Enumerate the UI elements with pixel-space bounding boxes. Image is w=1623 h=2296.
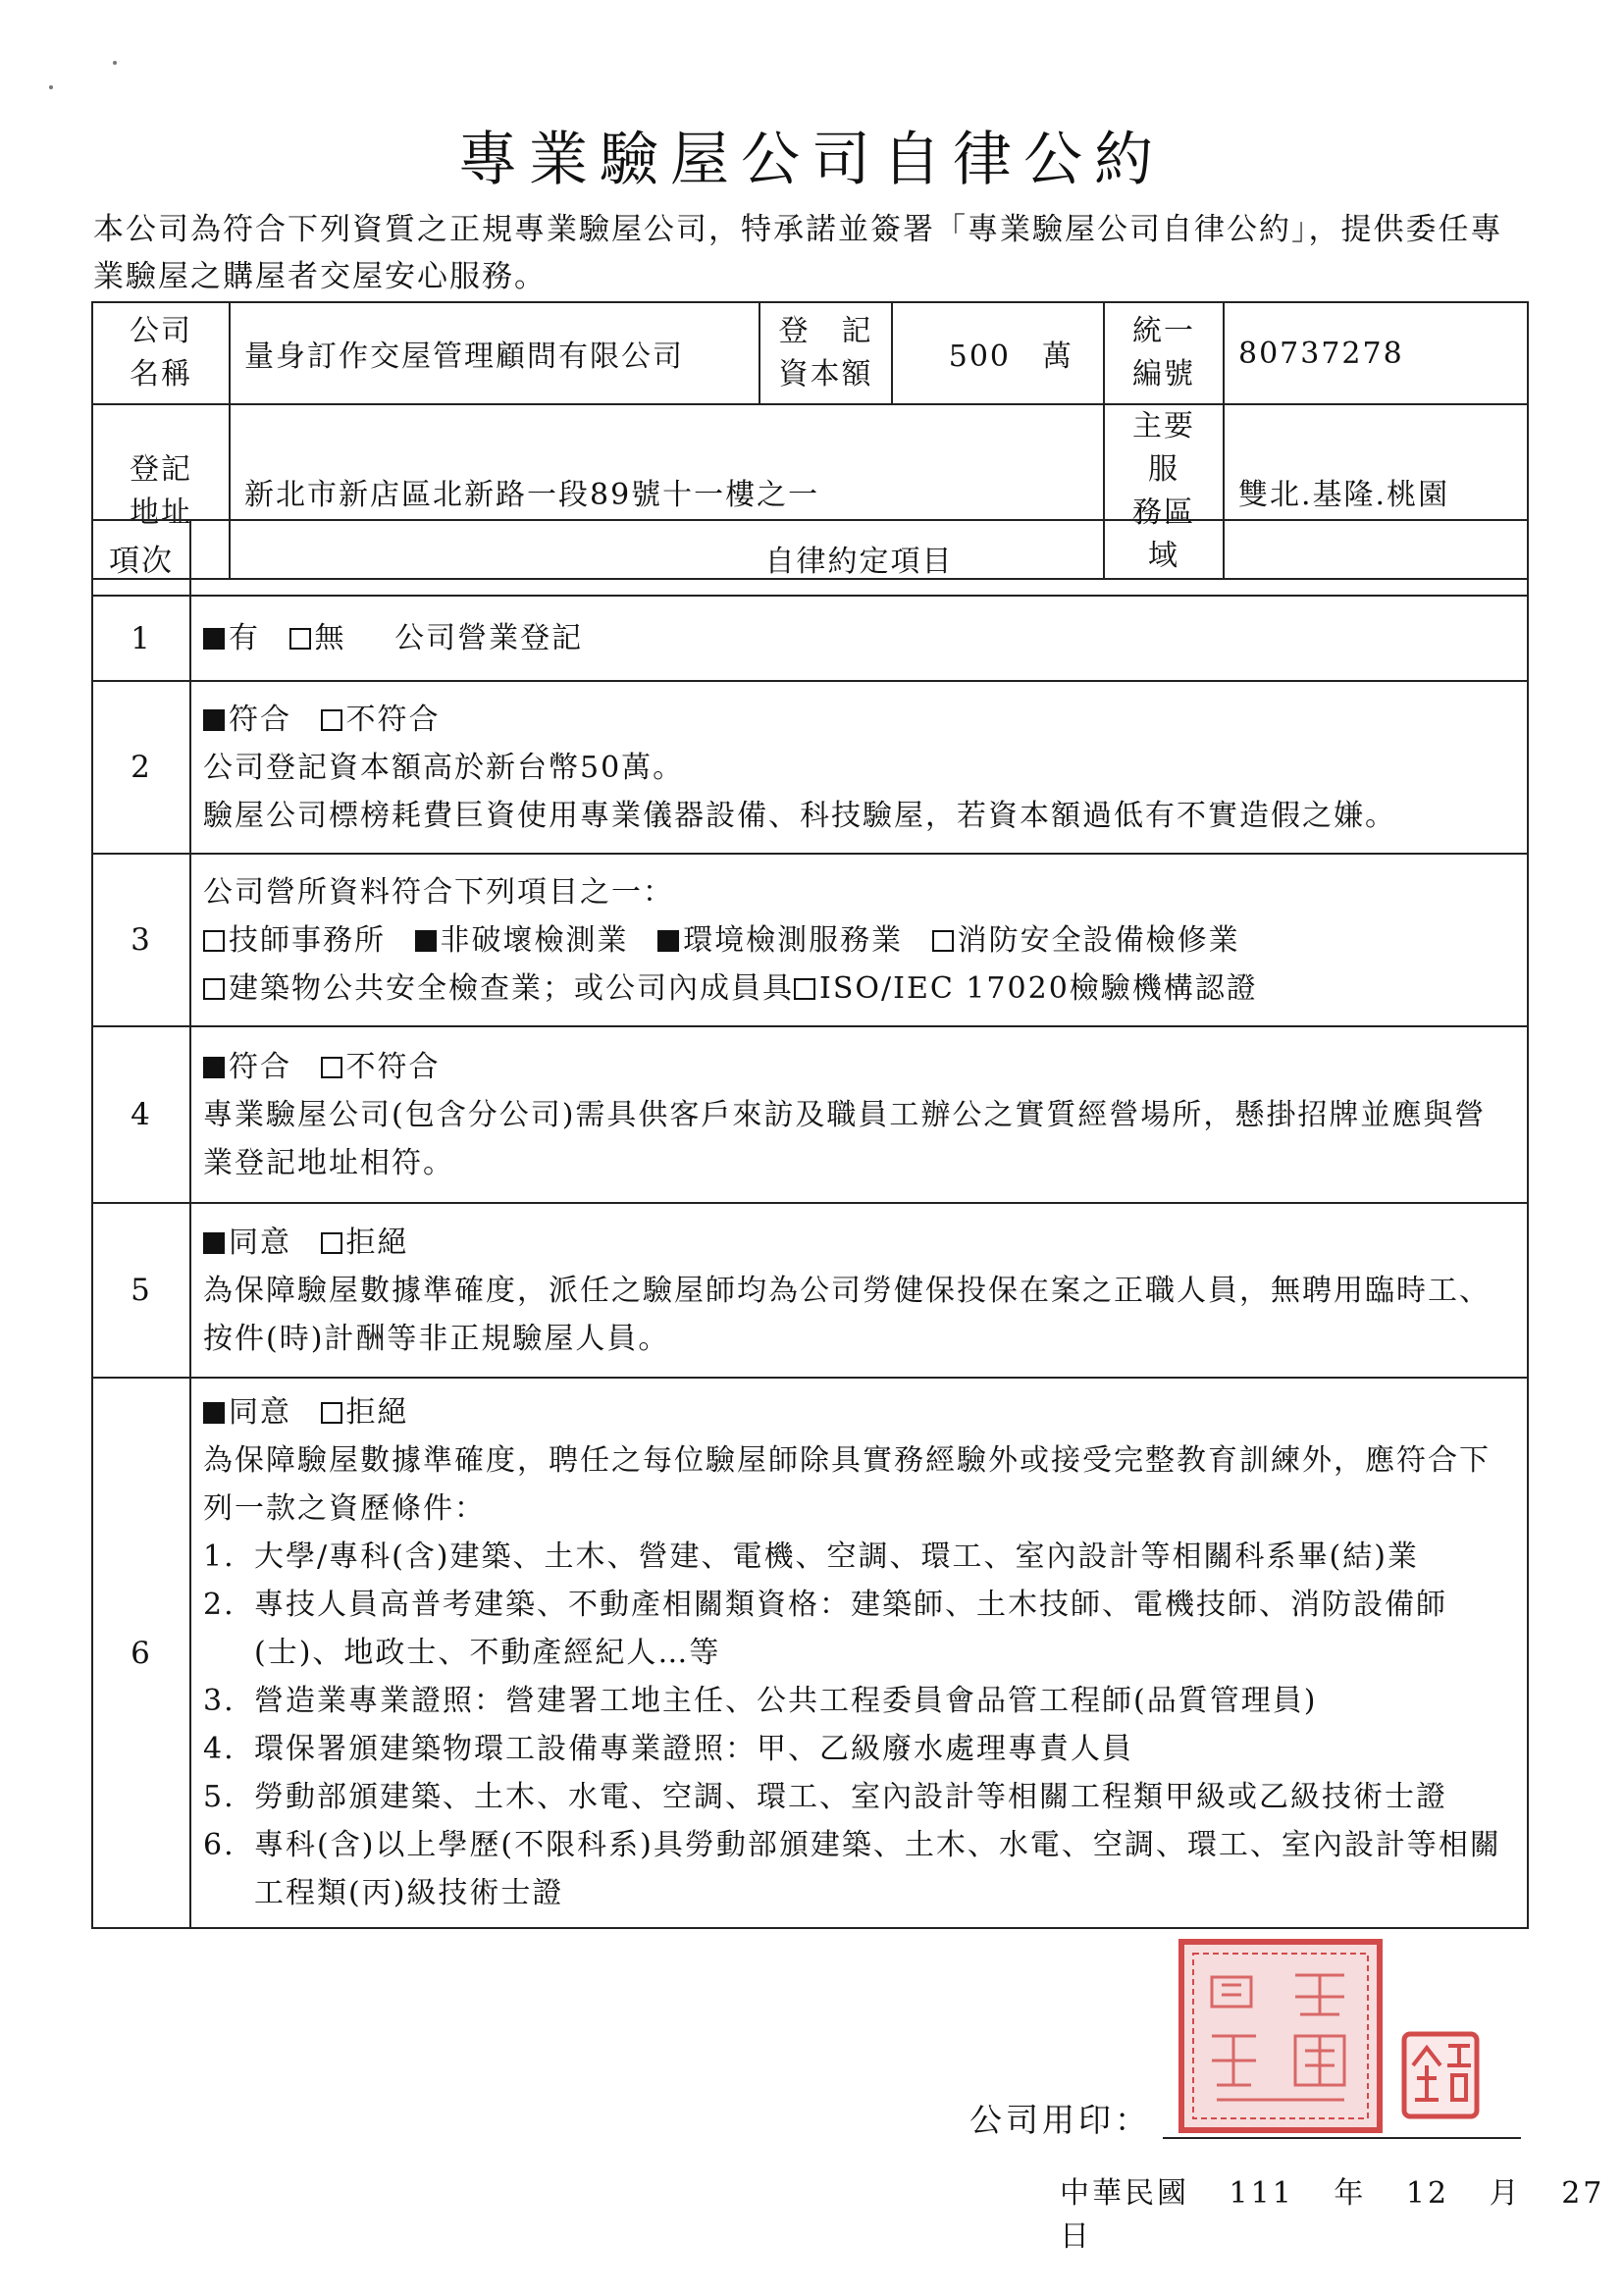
qualification-item: 1. 大學/專科(含)建築、土木、營建、電機、空調、環工、室內設計等相關科系畢(結)業	[203, 1539, 1419, 1574]
service-area-label: 主要服 務區域	[1104, 404, 1224, 579]
checkbox-checked[interactable]	[657, 930, 679, 952]
item-text-line: 公司營所資料符合下列項目之一：	[203, 874, 674, 910]
option-label: 技師事務所	[229, 922, 386, 958]
item-index: 5	[92, 1203, 190, 1378]
date-year-unit: 年	[1334, 2176, 1367, 2211]
qualification-item: 5. 勞動部頒建築、土木、水電、空調、環工、室內設計等相關工程類甲級或乙級技術士證	[203, 1780, 1447, 1814]
option-agree: 同意	[229, 1225, 291, 1260]
qualification-item: 4. 環保署頒建築物環工設備專業證照：甲、乙級廢水處理專責人員	[203, 1732, 1133, 1766]
option-label: 消防安全設備檢修業	[957, 922, 1240, 958]
item-content	[190, 854, 1528, 1026]
date-era: 中華民國	[1060, 2176, 1189, 2211]
checkbox-checked[interactable]	[415, 930, 437, 952]
option-disagree: 不符合	[345, 1049, 441, 1084]
capital-value: 500 萬	[892, 302, 1104, 404]
option-disagree: 拒絕	[345, 1225, 409, 1260]
page-title: 專業驗屋公司自律公約	[458, 126, 1165, 194]
date-day: 27	[1561, 2176, 1605, 2211]
option-agree: 符合	[229, 1049, 291, 1084]
checkbox-unchecked[interactable]	[321, 1232, 342, 1254]
item-index: 2	[92, 681, 190, 854]
option-disagree: 不符合	[345, 702, 441, 737]
item-row-4	[92, 1026, 1528, 1203]
checkbox-unchecked[interactable]	[203, 930, 225, 952]
item-text: 專業驗屋公司(包含分公司)需具供客戶來訪及職員工辦公之實質經營場所，懸掛招牌並應與營業登記地址相符。	[203, 1097, 1487, 1180]
item-text-line: 公司登記資本額高於新台幣50萬。	[203, 750, 685, 785]
company-stamp-label: 公司用印：	[969, 2101, 1151, 2139]
personal-seal	[1401, 2031, 1480, 2119]
item-text-line: 驗屋公司標榜耗費巨資使用專業儀器設備、科技驗屋，若資本額過低有不實造假之嫌。	[203, 798, 1396, 833]
company-name-value: 量身訂作交屋管理顧問有限公司	[230, 302, 759, 404]
checkbox-checked[interactable]	[203, 628, 225, 650]
checkbox-checked[interactable]	[203, 1402, 225, 1424]
item-content	[190, 1378, 1528, 1928]
item-content	[190, 1203, 1528, 1378]
service-area-value: 雙北.基隆.桃園	[1224, 404, 1528, 579]
company-seal	[1178, 1938, 1384, 2134]
item-row-2	[92, 681, 1528, 854]
checkbox-checked[interactable]	[203, 1232, 225, 1254]
option-label: ISO/IEC 17020檢驗機構認證	[819, 970, 1258, 1006]
item-row-1	[92, 596, 1528, 681]
checkbox-unchecked[interactable]	[289, 628, 311, 650]
qualification-item: 3. 營造業專業證照：營建署工地主任、公共工程委員會品管工程師(品質管理員)	[203, 1684, 1318, 1718]
address-value: 新北市新店區北新路一段89號十一樓之一	[230, 404, 1104, 579]
checkbox-unchecked[interactable]	[203, 978, 225, 1000]
company-name-label: 公司 名稱	[92, 302, 230, 404]
checkbox-unchecked[interactable]	[321, 709, 342, 731]
capital-label: 登 記 資本額	[759, 302, 892, 404]
unified-number-value: 80737278	[1224, 302, 1528, 404]
item-row-3	[92, 854, 1528, 1026]
items-table	[91, 519, 1529, 1929]
item-row-5	[92, 1203, 1528, 1378]
qualification-item: 6. 專科(含)以上學歷(不限科系)具勞動部頒建築、土木、水電、空調、環工、室內設計等相關工程類(丙)級技術士證	[203, 1828, 1501, 1910]
checkbox-unchecked[interactable]	[794, 978, 815, 1000]
checkbox-unchecked[interactable]	[321, 1402, 342, 1424]
scan-speck	[113, 61, 117, 65]
content-header: 自律約定項目	[190, 520, 1528, 596]
option-label: 建築物公共安全檢查業；或公司內成員具	[229, 970, 794, 1006]
scan-speck	[49, 85, 53, 89]
option-label: 非破壞檢測業	[440, 922, 629, 958]
item-index: 1	[92, 596, 190, 681]
option-agree: 符合	[229, 702, 291, 737]
option-yes: 有	[229, 621, 260, 655]
item-content	[190, 1026, 1528, 1203]
item-text: 公司營業登記	[394, 621, 584, 655]
stamp-signature-line	[1163, 2137, 1521, 2139]
checkbox-unchecked[interactable]	[321, 1057, 342, 1078]
date-day-unit: 日	[1060, 2219, 1092, 2254]
qualification-item: 2. 專技人員高普考建築、不動產相關類資格：建築師、土木技師、電機技師、消防設備師(士)、地政士、不動產經紀人…等	[203, 1588, 1447, 1670]
item-index: 4	[92, 1026, 190, 1203]
signing-date	[1060, 2168, 1623, 2255]
item-index: 6	[92, 1378, 190, 1928]
unified-number-label: 統一 編號	[1104, 302, 1224, 404]
option-no: 無	[314, 621, 346, 655]
date-month: 12	[1405, 2176, 1450, 2211]
item-index: 3	[92, 854, 190, 1026]
option-agree: 同意	[229, 1395, 291, 1430]
address-label: 登記 地址	[92, 404, 230, 579]
item-text: 為保障驗屋數據準確度，派任之驗屋師均為公司勞健保投保在案之正職人員，無聘用臨時工、按件(時)計酬等非正規驗屋人員。	[203, 1273, 1491, 1356]
item-row-6	[92, 1378, 1528, 1928]
option-disagree: 拒絕	[345, 1395, 409, 1430]
date-year: 111	[1229, 2176, 1294, 2211]
checkbox-checked[interactable]	[203, 1057, 225, 1078]
checkbox-checked[interactable]	[203, 709, 225, 731]
item-text: 為保障驗屋數據準確度，聘任之每位驗屋師除具實務經驗外或接受完整教育訓練外，應符合下列一款之資歷條件：	[203, 1443, 1491, 1526]
index-header: 項次	[92, 520, 190, 596]
item-content	[190, 681, 1528, 854]
checkbox-unchecked[interactable]	[932, 930, 954, 952]
intro-paragraph: 本公司為符合下列資質之正規專業驗屋公司，特承諾並簽署「專業驗屋公司自律公約」，提供委任專業驗屋之購屋者交屋安心服務。	[93, 212, 1503, 294]
item-content	[190, 596, 1528, 681]
option-label: 環境檢測服務業	[683, 922, 904, 958]
date-month-unit: 月	[1489, 2176, 1522, 2211]
